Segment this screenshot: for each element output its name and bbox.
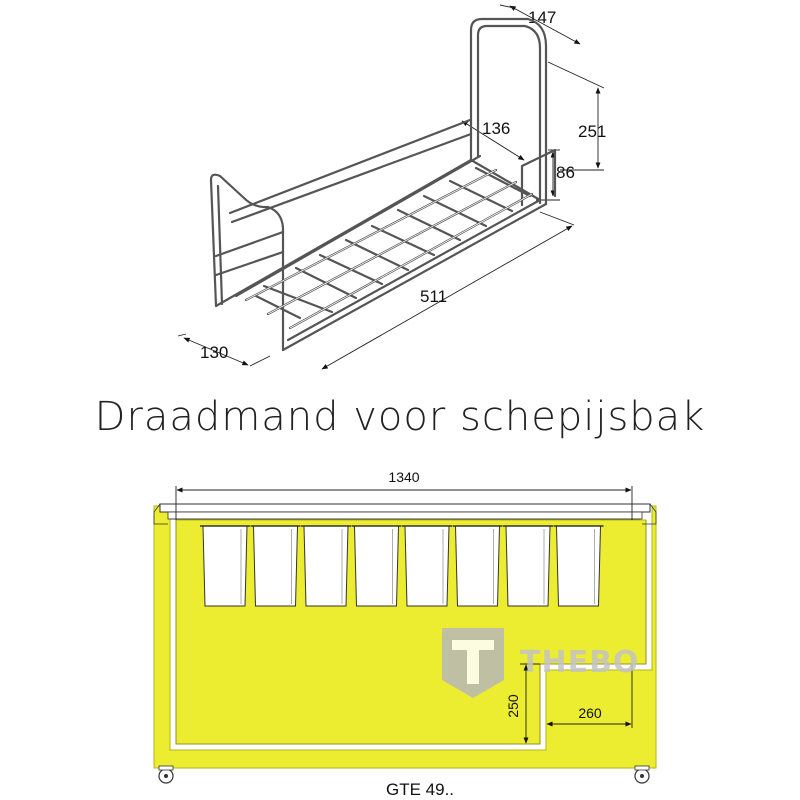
dim-label-height: 251	[578, 122, 607, 141]
dim-width-130	[178, 334, 270, 366]
ice-cream-pan	[402, 526, 452, 606]
basket-wire-frame	[211, 19, 555, 350]
dim-label-250: 250	[505, 694, 521, 718]
diagram-title: Draadmand voor schepijsbak	[94, 394, 706, 440]
freezer-section-drawing	[154, 469, 656, 799]
ice-cream-pan	[251, 526, 301, 606]
wire-basket-drawing	[178, 5, 606, 369]
dim-label-side: 86	[556, 163, 575, 182]
ice-cream-pan	[453, 526, 503, 606]
dim-height-251	[548, 62, 606, 170]
dim-label-width: 130	[200, 343, 229, 362]
ice-cream-pan	[554, 526, 604, 606]
watermark-text: THEBO	[520, 645, 640, 680]
dim-label-inner: 136	[482, 119, 511, 138]
ice-cream-pan	[301, 526, 351, 606]
ice-cream-pan	[200, 526, 250, 606]
dim-depth-147	[500, 5, 580, 44]
ice-cream-pan	[503, 526, 553, 606]
ice-cream-pan	[352, 526, 402, 606]
dim-label-depth: 147	[528, 8, 557, 27]
dim-label-length: 511	[420, 287, 448, 306]
model-label: GTE 49..	[385, 780, 455, 799]
dim-label-260: 260	[578, 705, 602, 721]
dim-label-1340: 1340	[388, 469, 420, 485]
